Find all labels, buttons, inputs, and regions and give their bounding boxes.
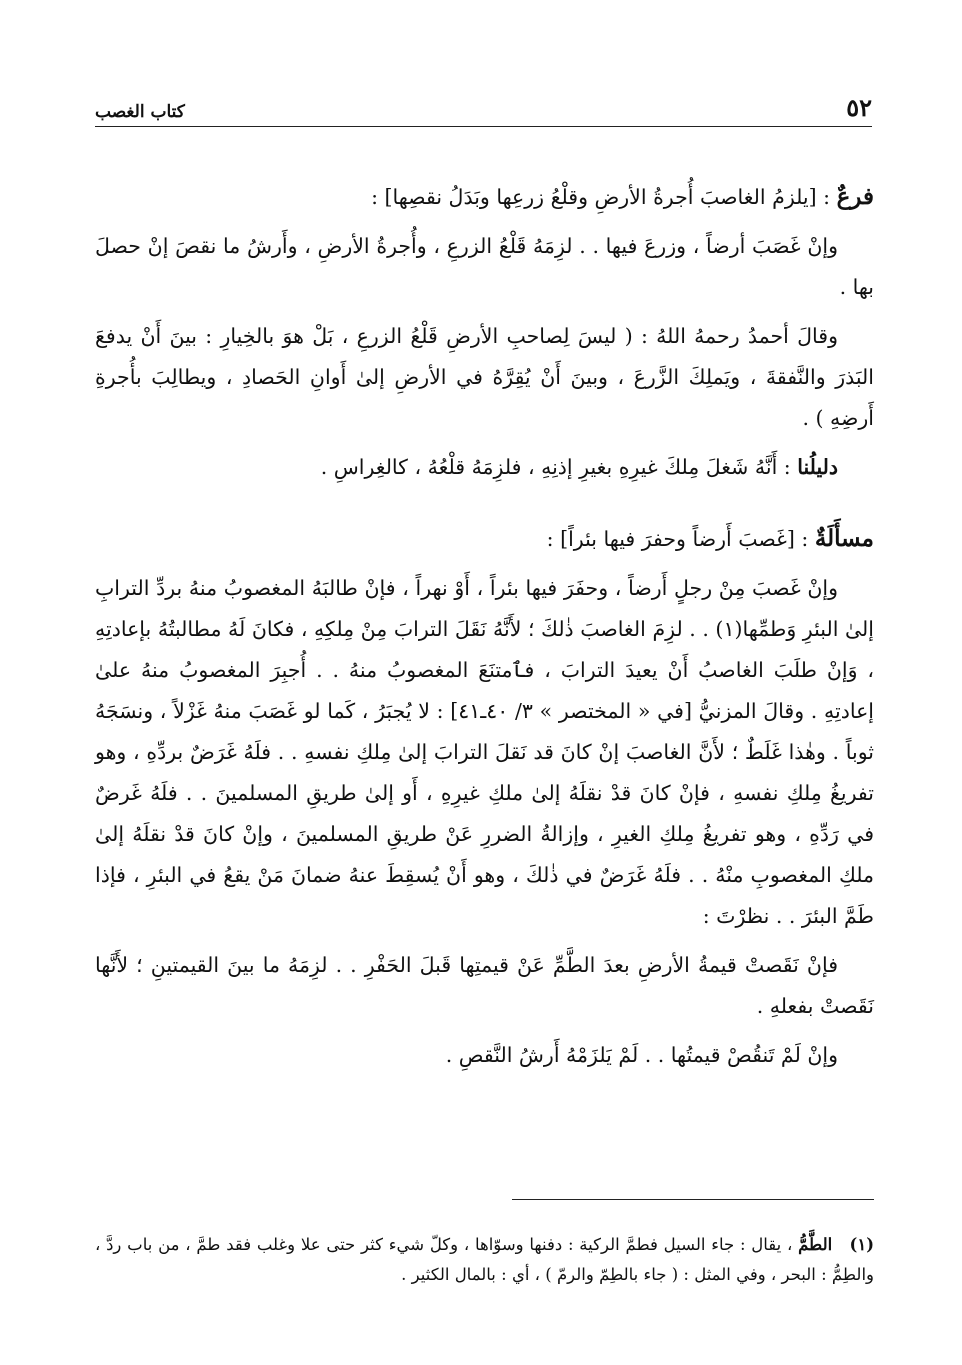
section1-paragraph-3: [95, 447, 874, 488]
section1-heading-text: : [يلزمُ الغاصبَ أُجرةُ الأرضِ وقلْعُ زرعِها وبَدَلُ نقصِها] :: [371, 185, 837, 209]
section1-heading: [95, 176, 874, 218]
section1-heading-word: فرعٌ: [836, 183, 874, 210]
section2-heading-word: مسأَلَةٌ: [814, 525, 874, 552]
section1-paragraph-2: وقالَ أحمدُ رحمهُ اللهُ : ( ليسَ لِصاحبِ الأرضِ قَلْعُ الزرعِ ، بَلْ هوَ بالخِيارِ : بينَ أَنْ يدفعَ البَذرَ والنَّفقةَ ، ويَملِكَ الزَّرعَ ، وبينَ أَنْ يُقِرَّهُ في الأرضِ إلىٰ أَوانِ الحَصادِ ، ويطالِبَ بأُجرةِ أَرضِهِ ) .: [95, 324, 874, 430]
book-title: كتاب الغصب: [95, 102, 185, 122]
footnote-divider: [512, 1199, 874, 1200]
section2-paragraph-1: وإنْ غَصبَ مِنْ رجلٍ أَرضاً ، وحفَرَ فيها بئراً ، أَوْ نهراً ، فإنْ طالبَهُ المغصوبُ منهُ بردِّ الترابِ إلىٰ البئرِ وَطمِّها(١) . . لزِمَ الغاصبَ ذٰلكَ ؛ لأَنَّهُ نَقَلَ الترابَ مِنْ مِلكِهِ ، فكانَ لَهُ مطالبتُهُ بإعادتِهِ ، وَإنْ طلَبَ الغاصبُ أَنْ يعيدَ الترابَ ، فٱمتنَعَ المغصوبُ منهُ . . أُجبِرَ المغصوبُ منهُ علىٰ إعادتِهِ . وقالَ المزنيُّ [في « المختصر » ٣/ ٤٠ـ٤١] : لا يُجبَرُ ، كَما لو غَصَبَ منهُ غَزْلاً ، ونسَجَهُ ثوباً . وهٰذا غَلَطٌ ؛ لأَنَّ الغاصبَ إنْ كانَ قد نَقلَ الترابَ إلىٰ مِلكِ نفسهِ . . فلَهُ غَرَضٌ بردِّهِ ، وهو تفريغُ مِلكِ نفسهِ ، فإنْ كانَ قدْ نقلَهُ إلىٰ ملكِ غيرِهِ ، أَو إلىٰ طريقِ المسلمينَ . . فلَهُ غَرضٌ في رَدِّهِ ، وهو تفريغُ مِلكِ الغيرِ ، وإزالةُ الضررِ عَنْ طريقِ المسلمينَ ، وإنْ كانَ قدْ نقلَهُ إلىٰ ملكِ المغصوبِ منْهُ . . فلَهُ غَرَضٌ في ذٰلكَ ، وهو أَنْ يُسقِطَ عنهُ ضمانَ مَنْ يقعُ في البئرِ ، فإذا طَمَّ البئرَ . . نظرْتَ :: [95, 576, 875, 928]
running-header: [95, 86, 872, 127]
section2-heading: [95, 518, 874, 560]
section2-paragraph-3: وإنْ لَمْ تَنقُصْ قيمتُها . . لَمْ يَلزَمْهُ أَرشُ النَّقصِ .: [445, 1043, 838, 1067]
footnote: [95, 1230, 874, 1290]
footnote-number: (١): [849, 1235, 874, 1254]
page-body: [95, 176, 874, 1076]
section1-paragraph-1: وإنْ غَصَبَ أرضاً ، وزرعَ فيها . . لزِمَهُ قَلْعُ الزرعِ ، وأُجرةُ الأرضِ ، وأَرشُ ما نقصَ إنْ حصلَ بها .: [95, 234, 874, 299]
evidence-label: دليلُنا: [797, 455, 838, 479]
page-number: ٥٢: [846, 93, 872, 122]
section2-heading-text: : [غَصبَ أَرضاً وحفرَ فيها بئراً] :: [546, 527, 815, 551]
evidence-text: : أَنَّهُ شَغلَ مِلكَ غيرِهِ بغيرِ إذنِهِ ، فلزِمَهُ قلْعُهُ ، كالغِراسِ .: [320, 455, 798, 479]
footnote-headword: الطَّمُّ: [798, 1235, 833, 1254]
section2-paragraph-2: فإنْ نَقَصتْ قيمةُ الأرضِ بعدَ الطَّمِّ عَنْ قيمتِها قَبلَ الحَفْرِ . . لزِمَهُ ما بينَ القيمتينِ ؛ لأَنَّها نَقَصتْ بفعلهِ .: [95, 953, 874, 1018]
footnote-text: ، يقال : جاء السيل فطمَّ الركية : دفنها وسوّاها ، وكلّ شيء كثر حتى علا وغلب فقد طمَّ ، من باب ردَّ ، والطِمُّ : البحر ، وفي المثل : ( جاء بالطِمّ والرمّ ) ، أي : بالمال الكثير .: [95, 1235, 874, 1284]
